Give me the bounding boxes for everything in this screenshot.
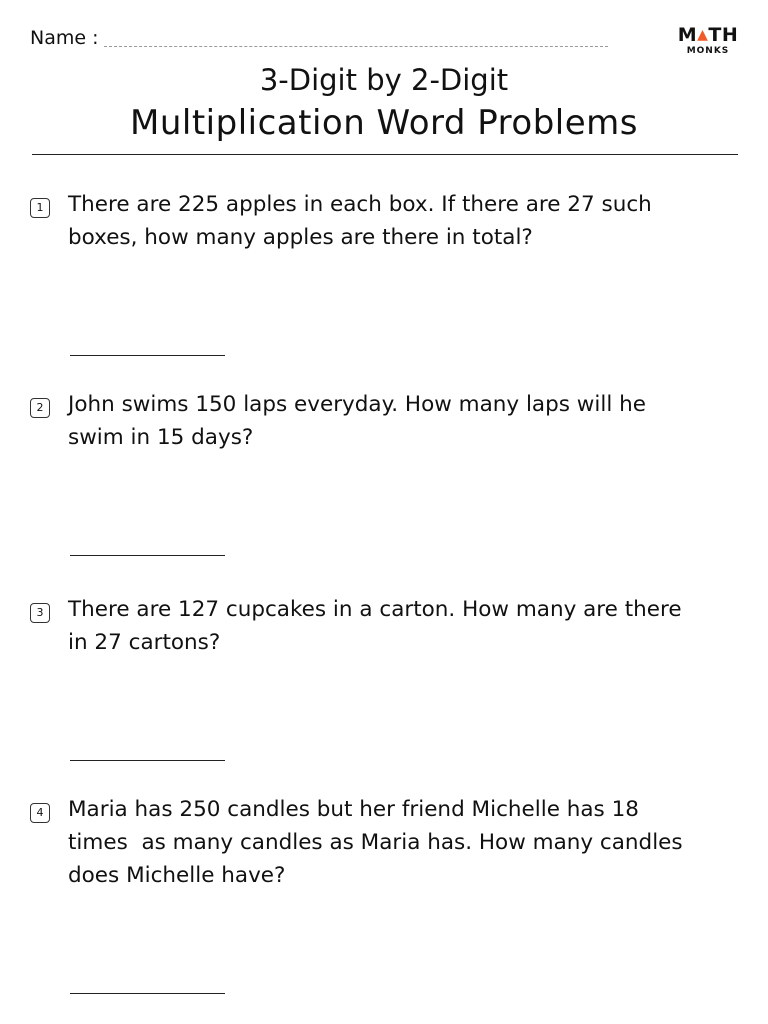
name-row bbox=[30, 26, 610, 50]
problem-text bbox=[68, 793, 728, 892]
problem-text-line: John swims 150 laps everyday. How many laps will he bbox=[68, 392, 646, 417]
problem-text-line: Maria has 250 candles but her friend Michelle has 18 bbox=[68, 797, 639, 822]
problem-text bbox=[68, 188, 728, 254]
problem-text-line: There are 225 apples in each box. If there are 27 such bbox=[68, 192, 652, 217]
worksheet-title-line2: Multiplication Word Problems bbox=[130, 103, 638, 143]
problem-text-line: in 27 cartons? bbox=[68, 630, 221, 655]
logo-wordmark bbox=[676, 24, 740, 46]
answer-line-4[interactable] bbox=[70, 993, 225, 994]
name-label: Name : bbox=[30, 27, 99, 49]
problem-number-badge: 2 bbox=[30, 398, 50, 418]
problem-text-line: boxes, how many apples are there in total? bbox=[68, 225, 533, 250]
problem-text bbox=[68, 593, 728, 659]
logo-letter-m: M bbox=[677, 24, 698, 46]
problem-text bbox=[68, 388, 728, 454]
triangle-icon: ▲ bbox=[697, 27, 709, 43]
problem-text-line: swim in 15 days? bbox=[68, 425, 254, 450]
answer-line-1[interactable] bbox=[70, 355, 225, 356]
problem-text-line: does Michelle have? bbox=[68, 863, 286, 888]
logo-subtitle: MONKS bbox=[686, 46, 730, 56]
math-monks-logo bbox=[676, 24, 740, 58]
title-divider bbox=[32, 154, 738, 155]
problem-number-badge: 4 bbox=[30, 803, 50, 823]
problem-number-badge: 1 bbox=[30, 198, 50, 218]
name-field[interactable] bbox=[104, 46, 608, 47]
worksheet-title-line1: 3-Digit by 2-Digit bbox=[259, 63, 509, 97]
answer-line-3[interactable] bbox=[70, 760, 225, 761]
problem-text-line: times as many candles as Maria has. How many candles bbox=[68, 830, 683, 855]
problem-number-badge: 3 bbox=[30, 603, 50, 623]
answer-line-2[interactable] bbox=[70, 555, 225, 556]
problem-text-line: There are 127 cupcakes in a carton. How many are there bbox=[68, 597, 682, 622]
logo-letters-th: TH bbox=[708, 24, 739, 46]
